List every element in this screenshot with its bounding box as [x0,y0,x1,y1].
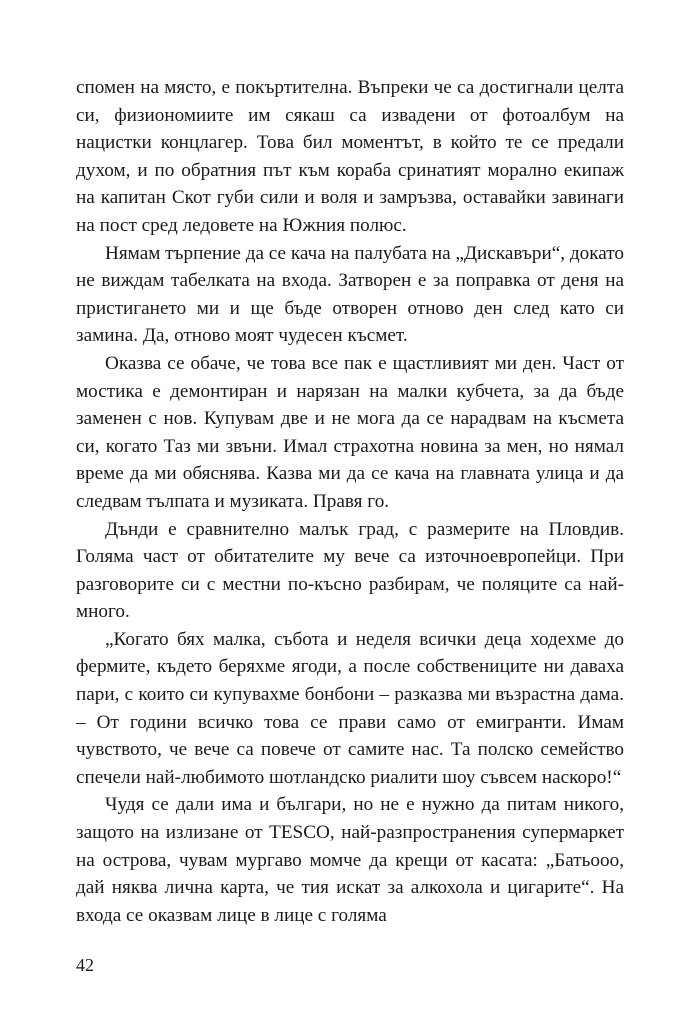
page-text [76,74,624,929]
paragraph-4: Дънди е сравнително малък град, с размерите на Пловдив. Голяма част от обитателите му вече са източноевропейци. При разговорите си с местни по-късно разбирам, че поляците са най-много. [76,518,624,623]
paragraph-2: Нямам търпение да се кача на палубата на „Дискавъри“, докато не виждам табелката на входа. Затворен е за поправка от деня на пристигането ми и ще бъде отворен отново ден след като си замина. Да, отново моят чудесен късмет. [76,242,624,347]
page-number: 42 [76,955,94,975]
paragraph-6: Чудя се дали има и българи, но не е нужно да питам никого, защото на излизане от TESCO, най-разпространения супермаркет на острова, чувам мургаво момче да крещи от касата: „Батьооо, дай няква лична карта, че тия искат за алкохола и цигарите“. На входа се оказвам лице в лице с голяма [76,794,624,926]
paragraph-1: спомен на място, е покъртителна. Въпреки че са достигнали целта си, физиономиите им сякаш са извадени от фотоалбум на нацистки концлагер. Това бил моментът, в който те се предали духом, и по обратния път към кораба сринатият морално екипаж на капитан Скот губи сили и воля и замръзва, оставайки завинаги на пост сред ледовете на Южния полюс. [76,77,624,236]
paragraph-3: Оказва се обаче, че това все пак е щастливият ми ден. Част от мостика е демонтиран и нарязан на малки кубчета, за да бъде заменен с нов. Купувам две и не мога да се нарадвам на късмета си, когато Таз ми звъни. Имал страхотна новина за мен, но нямал време да ми обяснява. Казва ми да се кача на главната улица и да следвам тълпата и музиката. Правя го. [76,352,624,512]
paragraph-5: „Когато бях малка, събота и неделя всички деца ходехме до фермите, където беряхме ягоди, а после собствениците ни даваха пари, с които си купувахме бонбони – разказва ми възрастна дама. – От години всичко това се прави само от емигранти. Имам чувството, че вече са повече от самите нас. Та полско семейство спечели най-любимото шотландско риалити шоу съвсем наскоро!“ [76,628,624,788]
